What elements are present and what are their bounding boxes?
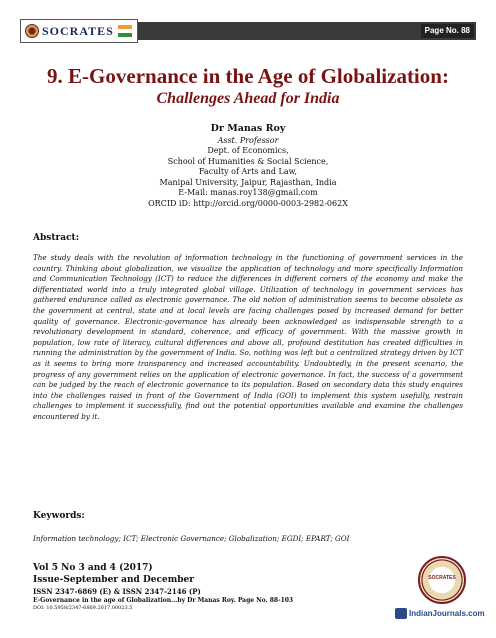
affiliation-line: Dept. of Economics,: [207, 146, 289, 155]
keywords-heading: Keywords:: [33, 511, 85, 521]
affiliation-line: Manipal University, Jaipur, Rajasthan, India: [159, 177, 337, 187]
seal-text: SOCRATES: [428, 575, 456, 581]
logo-text: SOCRATES: [42, 23, 114, 38]
paper-subtitle: Challenges Ahead for India: [156, 90, 340, 107]
citation-line: E-Governance in the age of Globalization...by Dr Manas Roy. Page No. 88-103: [33, 597, 294, 604]
author-block: [0, 124, 496, 209]
indianjournals-logo: [395, 606, 485, 620]
issue-info: Issue-September and December: [33, 575, 194, 585]
india-flag-icon: [118, 25, 132, 37]
footer-info: [33, 562, 333, 612]
indianjournals-text: IndianJournals.com: [409, 608, 485, 618]
abstract-text: The study deals with the revolution of information technology in the functioning of government services in the country. Thinking about globalization, we visualize the application of technology and more specifically Information and Communication Technology (ICT) to reduce the differences in different corners of the economy and make the differentiated world into a truly integrated global village. Utilization of technology in government services has gathered endurance called as electronic governance. The old notion of administration seems to become obsolete as the government at central, state and at local levels are facing challenges posed by increased demand for better quality of governance. Electronic-governance has already been acknowledged as indispensable strength to a revolutionary development in standard, coherence, and efficacy of government. With the massive growth in population, low rate of literacy, cultural differences and above all, profound destitution has created difficulties in running the administration by the government of India. So, nothing was left but a centralized strategy driven by ICT as it seems to bring more transparency and increased accountability. Undoubtedly, in the present scenario, the progress of any government relies on the application of electronic governance. In fact, the success of a government can be judged by the reach of electronic governance to its population. Based on secondary data this study enquires into the challenges raised in front of the Government of India (GOI) to implement this system usefully, restrain challenges to implement it successfully, find out the potential opportunities available and examine the challenges encountered by it.: [33, 253, 463, 421]
socrates-seal-icon: [418, 556, 466, 604]
keywords-text: Information technology; ICT; Electronic Governance; Globalization; EGDI; EPART; GOI: [33, 534, 350, 543]
doi-line: DOI: 10.5958/2347-6869.2017.00023.5: [33, 605, 133, 611]
paper-title: 9. E-Governance in the Age of Globalization:: [47, 64, 449, 88]
issn-info: ISSN 2347-6869 (E) & ISSN 2347-2146 (P): [33, 587, 201, 596]
page-number: Page No. 88: [421, 24, 474, 38]
volume-info: Vol 5 No 3 and 4 (2017): [33, 563, 153, 573]
author-orcid: ORCID iD: http://orcid.org/0000-0003-2982-062X: [148, 198, 348, 208]
author-name: Dr Manas Roy: [210, 123, 286, 134]
indianjournals-icon: [395, 608, 407, 619]
journal-logo: [20, 19, 138, 43]
affiliation-line: Faculty of Arts and Law,: [198, 167, 298, 176]
author-role: Asst. Professor: [217, 135, 279, 145]
affiliation-line: School of Humanities & Social Science,: [167, 156, 329, 166]
owl-emblem-icon: [25, 24, 39, 38]
author-email: E-Mail: manas.roy138@gmail.com: [178, 188, 318, 197]
abstract-heading: Abstract:: [33, 233, 80, 243]
